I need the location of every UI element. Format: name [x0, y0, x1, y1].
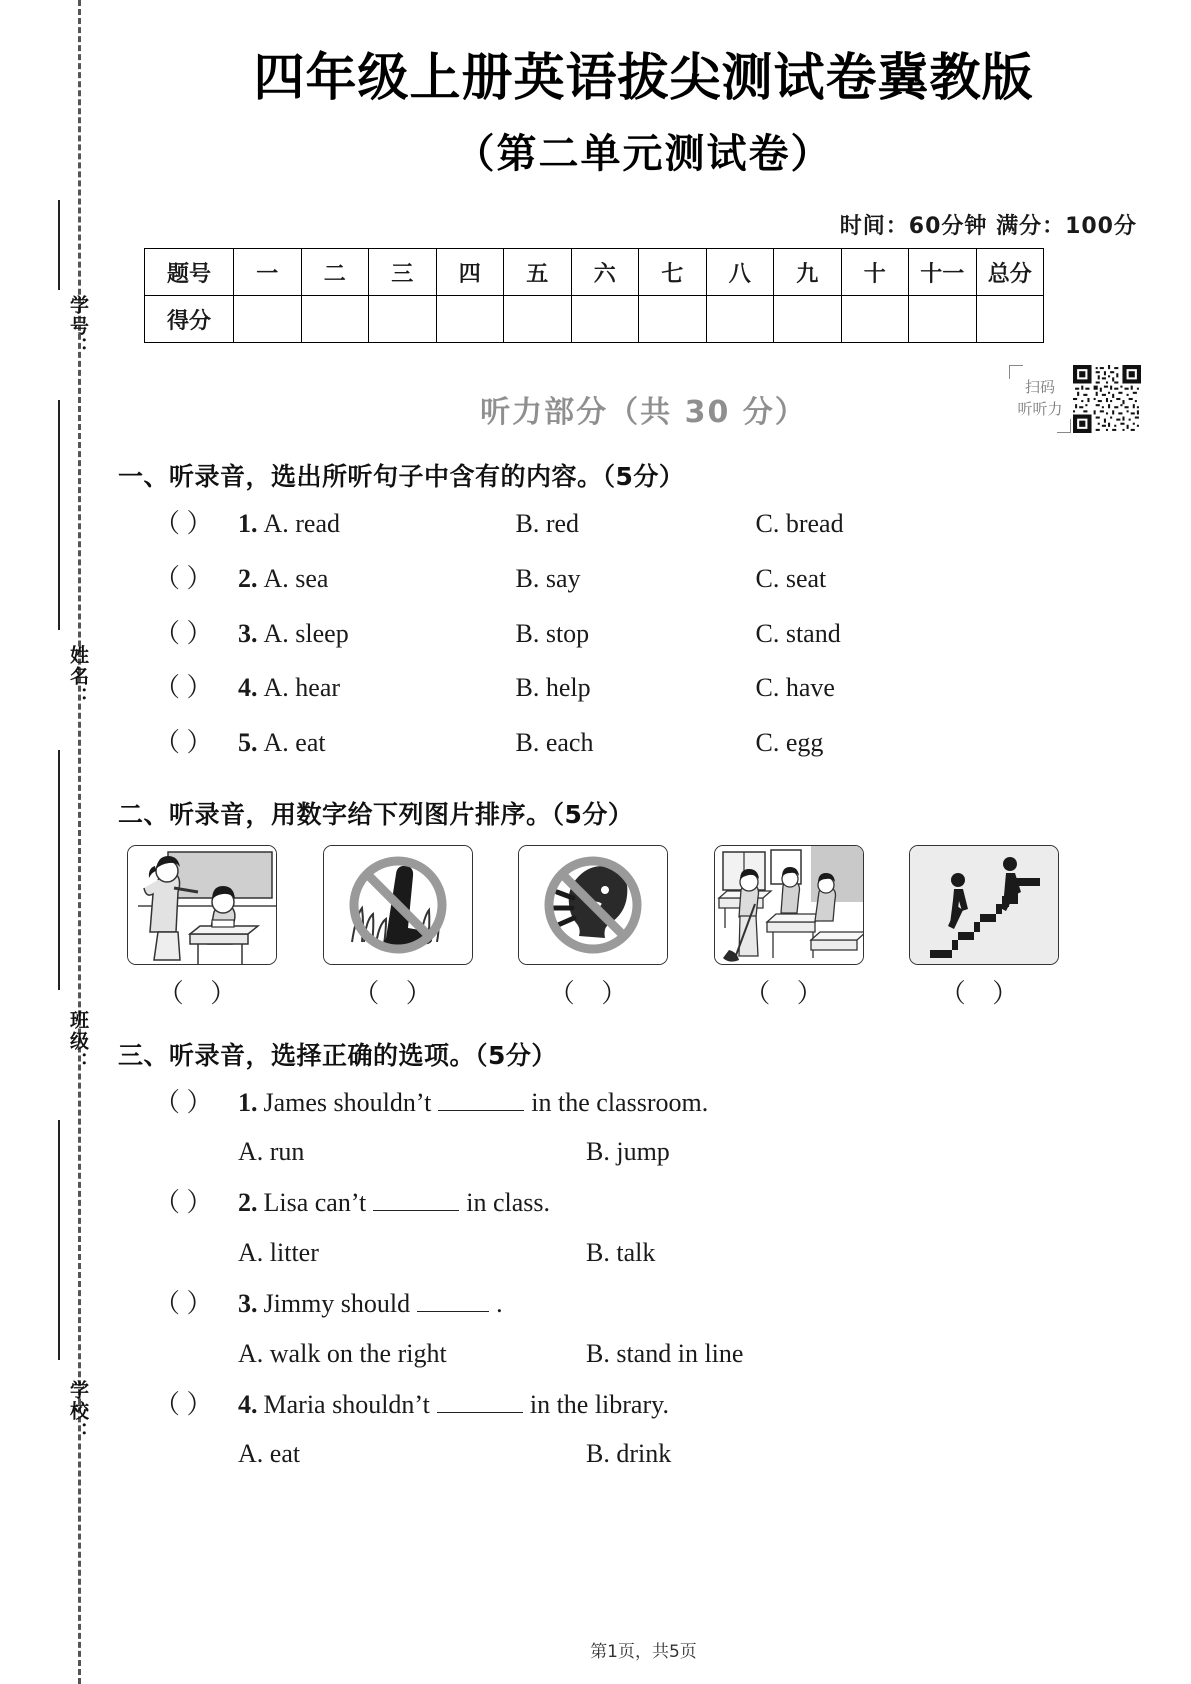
option-c[interactable]: C. bread	[755, 509, 844, 539]
scan-qr-block[interactable]	[1009, 365, 1141, 433]
table-row	[145, 296, 1044, 343]
picture-answer-paren[interactable]: （ ）	[939, 978, 1029, 1008]
answer-paren[interactable]: （ ）	[154, 618, 213, 648]
seal-rule	[58, 400, 60, 630]
option-b[interactable]: B. stop	[515, 618, 590, 648]
question-stem-before: Lisa can’t	[263, 1188, 367, 1218]
score-table	[144, 248, 1044, 343]
seal-label-class: 班级：	[67, 1010, 89, 1073]
question-stem-before: Jimmy should	[263, 1289, 411, 1319]
option-b[interactable]: B. each	[515, 727, 594, 757]
seal-rule	[58, 750, 60, 990]
picture-ordering-strip	[118, 845, 1068, 1010]
question-number: 3.	[238, 1289, 258, 1319]
score-cell[interactable]	[369, 296, 437, 343]
option-c[interactable]: C. have	[755, 673, 835, 703]
score-cell[interactable]	[706, 296, 774, 343]
score-table-col-5: 五	[504, 249, 572, 296]
question-stem-before: Maria shouldn’t	[263, 1390, 430, 1419]
score-table-col-4: 四	[436, 249, 504, 296]
score-table-col-3: 三	[369, 249, 437, 296]
list-item[interactable]	[154, 1178, 1191, 1227]
list-item[interactable]	[154, 609, 1191, 660]
picture-answer-paren[interactable]: （ ）	[548, 978, 638, 1008]
score-cell[interactable]	[571, 296, 639, 343]
option-b[interactable]: B. drink	[586, 1439, 672, 1469]
qr-caption-line2: 听听力	[1017, 400, 1063, 418]
option-c[interactable]: C. seat	[755, 563, 827, 593]
answer-blank[interactable]	[417, 1311, 489, 1312]
score-cell[interactable]	[301, 296, 369, 343]
stairs-walking-icon	[909, 845, 1059, 965]
no-shouting-icon	[518, 845, 668, 965]
question-number: 3.	[238, 618, 258, 648]
question-number: 1.	[238, 509, 258, 539]
list-item[interactable]	[314, 845, 482, 1010]
exam-meta: 时间：60分钟 满分：100分	[839, 214, 1137, 240]
page-title: 四年级上册英语拔尖测试卷冀教版	[253, 49, 1034, 108]
question-number: 5.	[238, 727, 258, 757]
answer-paren[interactable]: （ ）	[154, 563, 213, 593]
answer-blank[interactable]	[373, 1210, 459, 1211]
option-c[interactable]: C. egg	[755, 727, 824, 757]
answer-paren[interactable]: （ ）	[154, 1087, 213, 1117]
score-table-row-label: 题号	[145, 249, 234, 296]
option-a[interactable]: A. walk on the right	[238, 1338, 447, 1368]
question-number: 4.	[238, 673, 258, 703]
score-cell[interactable]	[774, 296, 842, 343]
question-stem-after: in the library.	[529, 1390, 669, 1419]
score-table-col-total: 总分	[976, 249, 1044, 296]
score-cell[interactable]	[909, 296, 977, 343]
list-item[interactable]	[900, 845, 1068, 1010]
list-item[interactable]	[154, 663, 1191, 714]
answer-paren[interactable]: （ ）	[154, 727, 213, 757]
teacher-at-blackboard-icon	[127, 845, 277, 965]
question-stem-after: in the classroom.	[531, 1087, 709, 1117]
list-item[interactable]	[118, 845, 286, 1010]
score-table-col-2: 二	[301, 249, 369, 296]
score-table-col-11: 十一	[909, 249, 977, 296]
option-a[interactable]: A. run	[238, 1137, 305, 1167]
score-cell-total[interactable]	[976, 296, 1044, 343]
option-b[interactable]: B. red	[515, 509, 580, 539]
score-cell[interactable]	[436, 296, 504, 343]
picture-answer-paren[interactable]: （ ）	[744, 978, 833, 1008]
answer-blank[interactable]	[437, 1412, 523, 1413]
question-stem-before: James shouldn’t	[263, 1087, 432, 1117]
list-item[interactable]	[154, 1380, 1191, 1429]
table-row	[145, 249, 1044, 296]
score-table-col-1: 一	[234, 249, 302, 296]
listening-part-banner: 听力部分（共 30 分）	[480, 395, 807, 431]
answer-blank[interactable]	[438, 1110, 524, 1111]
option-a[interactable]: A. sleep	[263, 618, 349, 648]
list-item[interactable]	[705, 845, 873, 1010]
section-title-3: 三、听录音，选择正确的选项。（5分）	[118, 1040, 557, 1070]
seal-label-student-id: 学号：	[67, 295, 89, 358]
question-number: 2.	[238, 1188, 258, 1218]
question-number: 4.	[238, 1390, 258, 1419]
qr-caption-line1: 扫码	[1024, 378, 1055, 397]
question-number: 1.	[238, 1087, 258, 1117]
list-item[interactable]	[154, 1078, 1191, 1127]
section-title-2: 二、听录音，用数字给下列图片排序。（5分）	[118, 799, 634, 829]
question-stem-after: in class.	[466, 1188, 551, 1218]
answer-paren[interactable]: （ ）	[154, 1188, 213, 1218]
score-table-col-7: 七	[639, 249, 707, 296]
option-b[interactable]: B. stand in line	[586, 1338, 744, 1368]
score-table-col-10: 十	[841, 249, 909, 296]
option-b[interactable]: B. jump	[586, 1137, 670, 1167]
option-a[interactable]: A. hear	[263, 673, 341, 703]
list-item[interactable]	[154, 1279, 1191, 1328]
qr-code-icon[interactable]	[1073, 365, 1141, 433]
no-stepping-on-grass-icon	[323, 845, 473, 965]
answer-paren[interactable]: （ ）	[154, 1289, 213, 1319]
page-subtitle: （第二单元测试卷）	[454, 131, 833, 178]
section-title-1: 一、听录音，选出所听句子中含有的内容。（5分）	[118, 462, 685, 492]
option-a[interactable]: A. sea	[263, 563, 329, 593]
option-row[interactable]	[96, 1228, 1191, 1277]
option-a[interactable]: A. litter	[238, 1237, 319, 1267]
picture-answer-paren[interactable]: （ ）	[353, 978, 442, 1008]
score-cell[interactable]	[234, 296, 302, 343]
score-table-row-label: 得分	[145, 296, 234, 343]
picture-answer-paren[interactable]: （ ）	[157, 978, 247, 1008]
option-c[interactable]: C. stand	[755, 618, 841, 648]
score-cell[interactable]	[841, 296, 909, 343]
answer-paren[interactable]: （ ）	[154, 509, 213, 539]
seal-label-name: 姓名：	[67, 645, 89, 708]
answer-paren[interactable]: （ ）	[154, 673, 213, 703]
option-a[interactable]: A. eat	[238, 1439, 301, 1469]
option-row[interactable]	[96, 1127, 1191, 1176]
score-cell[interactable]	[639, 296, 707, 343]
list-item[interactable]	[154, 718, 1191, 769]
sealing-margin	[0, 0, 96, 1684]
option-row[interactable]	[96, 1429, 1191, 1478]
students-cleaning-classroom-icon	[714, 845, 864, 965]
exam-page	[96, 0, 1191, 1684]
seal-label-school: 学校：	[67, 1380, 89, 1443]
list-item[interactable]	[509, 845, 677, 1010]
option-a[interactable]: A. read	[263, 509, 341, 539]
list-item[interactable]	[154, 499, 1191, 550]
question-stem-after: .	[496, 1289, 503, 1319]
answer-paren[interactable]: （ ）	[154, 1390, 213, 1419]
option-a[interactable]: A. eat	[263, 727, 326, 757]
seal-rule	[58, 200, 60, 290]
score-table-col-6: 六	[571, 249, 639, 296]
option-row[interactable]	[96, 1329, 1191, 1378]
option-b[interactable]: B. say	[515, 563, 581, 593]
question-number: 2.	[238, 563, 258, 593]
option-b[interactable]: B. help	[515, 673, 591, 703]
score-table-col-9: 九	[774, 249, 842, 296]
qr-caption	[1009, 365, 1071, 433]
page-footer: 第1页，共5页	[590, 1642, 697, 1662]
option-b[interactable]: B. talk	[586, 1237, 656, 1267]
list-item[interactable]	[154, 554, 1191, 605]
seal-rule	[58, 1120, 60, 1360]
score-table-col-8: 八	[706, 249, 774, 296]
score-cell[interactable]	[504, 296, 572, 343]
